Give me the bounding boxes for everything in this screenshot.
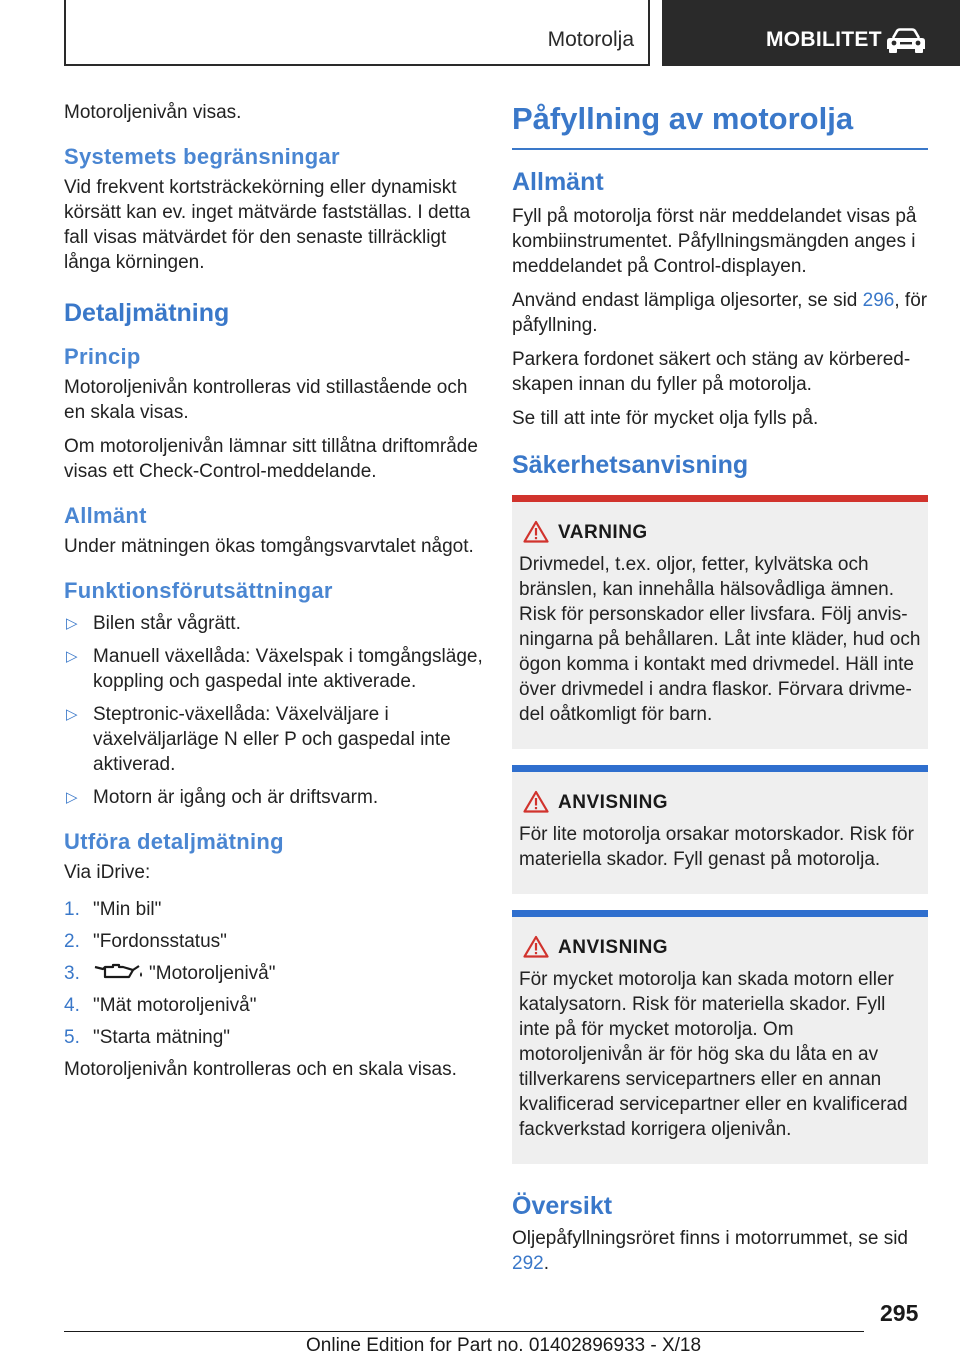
bullet-marker: ▷	[66, 615, 78, 632]
warning-box	[512, 495, 928, 749]
warning-triangle-icon	[523, 935, 549, 958]
car-icon	[884, 28, 928, 54]
overview-text: Oljepåfyllningsröret finns i motorrummet, se sid 292.	[512, 1228, 908, 1274]
chapter-tab	[662, 0, 960, 66]
page-link-296[interactable]: 296	[862, 290, 895, 311]
overview-heading: Översikt	[512, 1192, 613, 1220]
list-item: ▷ Bilen står vågrätt.	[66, 613, 241, 634]
principle-text-1: Motoroljenivån kontrolleras vid stillastående och en skala visas.	[64, 377, 468, 423]
bullet-marker: ▷	[66, 789, 78, 806]
list-item: ▷ Manuell växellåda: Växelspak i tomgångsläge, koppling och gaspedal inte aktiverade.	[66, 646, 483, 692]
bullet-marker: ▷	[66, 706, 78, 723]
edition-footer: Online Edition for Part no. 01402896933 - X/18	[306, 1335, 702, 1356]
intro-text: Motoroljenivån visas.	[64, 102, 242, 123]
bullet-marker: ▷	[66, 648, 78, 665]
perform-intro: Via iDrive:	[64, 862, 151, 883]
left-column	[64, 100, 484, 1091]
page-link-292[interactable]: 292	[512, 1253, 544, 1274]
general-heading: Allmänt	[64, 503, 147, 528]
list-item: ▷ Steptronic-växellåda: Växelväljare i växelväljarläge N eller P och gaspedal inte aktiverad.	[66, 704, 451, 775]
list-item: ▷ Motorn är igång och är driftsvarm.	[66, 787, 379, 808]
general-heading-right: Allmänt	[512, 168, 604, 196]
notice-text-1: För lite motorolja orsakar motorskador. Risk för materiella skador. Fyll genast på motorolja.	[519, 824, 914, 870]
header-frame	[64, 0, 650, 66]
warning-title: VARNING	[519, 520, 921, 546]
oil-can-icon	[93, 963, 145, 981]
refill-text-2: Använd endast lämpliga oljesorter, se sid 296, för påfyllning.	[512, 290, 928, 336]
warning-triangle-icon	[523, 790, 549, 813]
section-title: Motorolja	[547, 28, 634, 51]
principle-heading: Princip	[64, 344, 141, 369]
general-text: Under mätningen ökas tomgångsvarvtalet något.	[64, 536, 474, 557]
section-heading: Påfyllning av motorolja	[512, 100, 928, 150]
conditions-heading: Funktionsförutsättningar	[64, 578, 333, 603]
perform-heading: Utföra detaljmätning	[64, 829, 284, 854]
notice-text-2: För mycket motorolja kan skada motorn eller katalysatorn. Risk för materiella skador. Fyll inte på för mycket motorolja. Om motoroljenivån är för hög ska du låta en av tillverkarens servicepartners eller en annan kvalificerad servicepartner eller en kvalificerad fackverkstad korrigera oljenivån.	[519, 969, 908, 1140]
notice-title-2: ANVISNING	[519, 935, 921, 961]
detail-heading: Detaljmätning	[64, 299, 230, 327]
warning-text: Drivmedel, t.ex. oljor, fetter, kylvätska och bränslen, kan innehålla hälsovådliga ämnen. Risk för personskador eller livsfara. Följ anvisningarna på behållaren. Låt inte kläder, hud och ögon komma i kontakt med drivmedel. Häll inte över drivmedel i andra flaskor. Förvara drivmedel oåtkomligt för barn.	[519, 554, 921, 725]
principle-text-2: Om motoroljenivån lämnar sitt tillåtna driftområde visas ett Check-Control-meddelande.	[64, 436, 478, 482]
step-item: 1. "Min bil"	[64, 899, 162, 920]
right-column	[512, 100, 928, 1285]
page-number: 295	[880, 1300, 919, 1326]
refill-text-1: Fyll på motorolja först när meddelandet visas på kombiinstrumentet. Påfyllningsmängden anges i meddelandet på Control-displayen.	[512, 206, 917, 277]
refill-text-3: Parkera fordonet säkert och stäng av körberedskapen innan du fyller på motorolja.	[512, 349, 911, 395]
step-item: 2. "Fordonsstatus"	[64, 931, 227, 952]
outro-text: Motoroljenivån kontrolleras och en skala visas.	[64, 1059, 457, 1080]
notice-box-1	[512, 765, 928, 894]
step-item: 3. "Motoroljenivå"	[64, 963, 276, 984]
safety-heading: Säkerhetsanvisning	[512, 451, 749, 479]
footer-divider	[64, 1331, 864, 1332]
notice-title-1: ANVISNING	[519, 790, 921, 816]
limits-heading: Systemets begränsningar	[64, 144, 340, 169]
steps-list	[64, 897, 484, 1050]
warning-triangle-icon	[523, 520, 549, 543]
notice-box-2	[512, 910, 928, 1164]
chapter-tab-label: MOBILITET	[766, 28, 882, 51]
step-item: 5. "Starta mätning"	[64, 1027, 231, 1048]
step-item: 4. "Mät motoroljenivå"	[64, 995, 257, 1016]
refill-text-4: Se till att inte för mycket olja fylls på.	[512, 408, 819, 429]
conditions-list	[64, 611, 484, 810]
limits-text: Vid frekvent kortsträckekörning eller dynamiskt körsätt kan ev. inget mätvärde fastställas. I detta fall visas mätvärdet för den senaste tillräckligt långa körningen.	[64, 177, 471, 273]
